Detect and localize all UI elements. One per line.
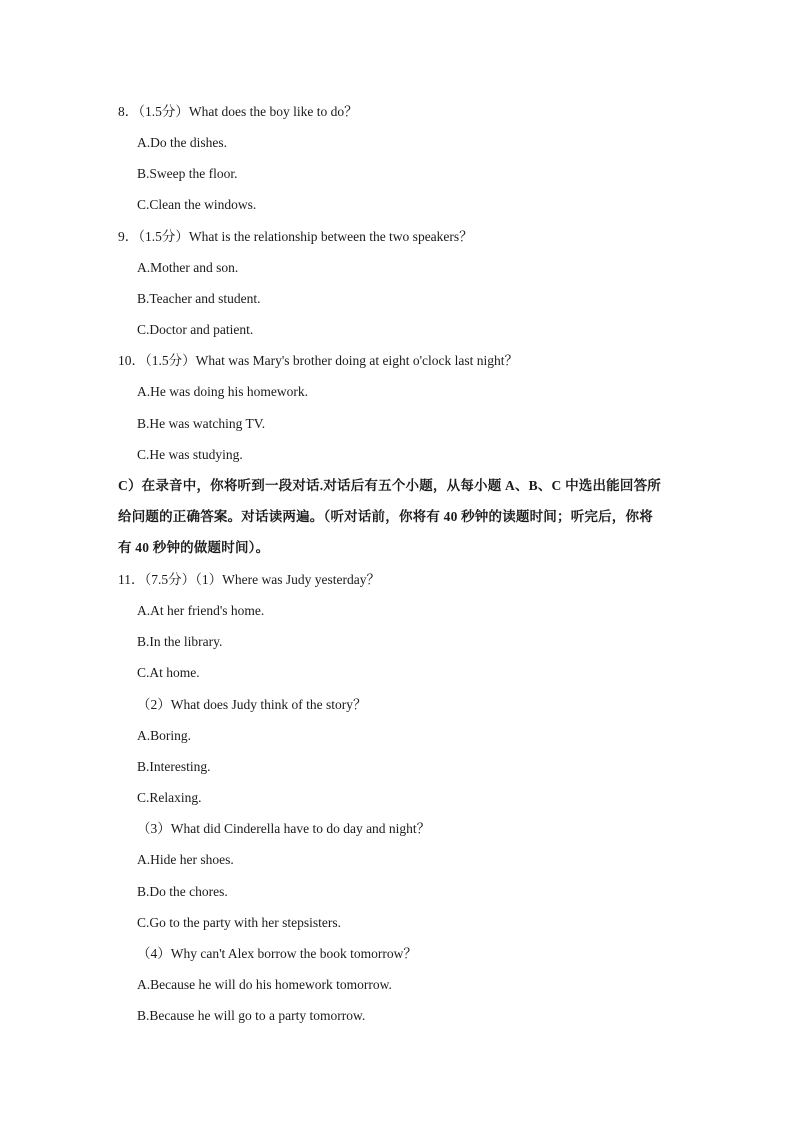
question-10-option-b: B.He was watching TV.: [137, 416, 266, 431]
question-11-stem: 11．（7.5分）（1）Where was Judy yesterday？: [118, 572, 380, 587]
question-11-2-stem: （2）What does Judy think of the story？: [137, 697, 367, 712]
question-11-1-option-a: A.At her friend's home.: [137, 603, 265, 618]
section-c-instructions-line-3: 有 40 秒钟的做题时间）。: [118, 540, 270, 555]
question-11-2-option-c: C.Relaxing.: [137, 790, 202, 805]
question-9-stem: 9．（1.5分）What is the relationship between the two speakers？: [118, 229, 473, 244]
question-8-stem: 8．（1.5分）What does the boy like to do？: [118, 104, 358, 119]
question-11-3-option-a: A.Hide her shoes.: [137, 852, 234, 867]
question-11-3-option-b: B.Do the chores.: [137, 884, 228, 899]
question-11-1-option-b: B.In the library.: [137, 634, 223, 649]
question-8-option-c: C.Clean the windows.: [137, 197, 257, 212]
question-11-3-option-c: C.Go to the party with her stepsisters.: [137, 915, 341, 930]
question-11-2-option-a: A.Boring.: [137, 728, 191, 743]
question-11-4-option-a: A.Because he will do his homework tomorrow.: [137, 977, 392, 992]
question-9-option-c: C.Doctor and patient.: [137, 322, 254, 337]
question-11-2-option-b: B.Interesting.: [137, 759, 211, 774]
section-c-instructions-line-2: 给问题的正确答案。对话读两遍。（听对话前，你将有 40 秒钟的读题时间；听完后，你将: [118, 509, 653, 524]
section-c-instructions-line-1: C）在录音中，你将听到一段对话.对话后有五个小题，从每小题 A、B、C 中选出能回答所: [118, 478, 661, 493]
question-9-option-b: B.Teacher and student.: [137, 291, 261, 306]
question-11-1-option-c: C.At home.: [137, 665, 200, 680]
question-11-3-stem: （3）What did Cinderella have to do day and night？: [137, 821, 431, 836]
question-10-stem: 10．（1.5分）What was Mary's brother doing at eight o'clock last night？: [118, 353, 519, 368]
question-8-option-b: B.Sweep the floor.: [137, 166, 238, 181]
question-10-option-c: C.He was studying.: [137, 447, 243, 462]
question-11-4-option-b: B.Because he will go to a party tomorrow.: [137, 1008, 366, 1023]
question-11-4-stem: （4）Why can't Alex borrow the book tomorrow？: [137, 946, 417, 961]
question-8-option-a: A.Do the dishes.: [137, 135, 227, 150]
question-9-option-a: A.Mother and son.: [137, 260, 239, 275]
question-10-option-a: A.He was doing his homework.: [137, 384, 308, 399]
